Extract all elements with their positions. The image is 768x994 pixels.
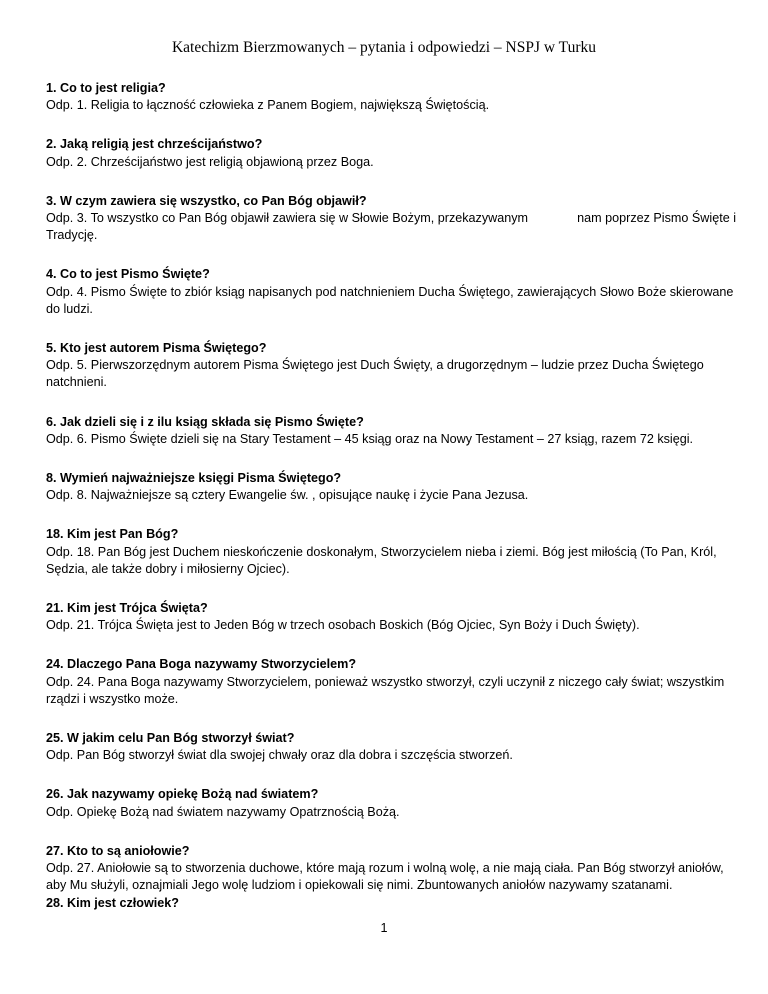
question: 26. Jak nazywamy opiekę Bożą nad światem? bbox=[46, 787, 319, 802]
question: 24. Dlaczego Pana Boga nazywamy Stworzycielem? bbox=[46, 657, 357, 672]
qa-item bbox=[46, 80, 736, 114]
answer: Odp. 1. Religia to łączność człowieka z Panem Bogiem, największą Świętością. bbox=[46, 98, 490, 113]
qa-item bbox=[46, 526, 736, 578]
question: 2. Jaką religią jest chrześcijaństwo? bbox=[46, 137, 263, 152]
question: 25. W jakim celu Pan Bóg stworzył świat? bbox=[46, 731, 295, 746]
qa-item bbox=[46, 414, 736, 448]
answer-line-left: Odp. 3. To wszystko co Pan Bóg objawił zawiera się w Słowie Bożym, przekazywanym bbox=[46, 211, 529, 226]
qa-item bbox=[46, 730, 736, 764]
question: 21. Kim jest Trójca Święta? bbox=[46, 601, 208, 616]
question: 1. Co to jest religia? bbox=[46, 81, 166, 95]
answer: Odp. 18. Pan Bóg jest Duchem nieskończenie doskonałym, Stworzycielem nieba i ziemi. Bóg jest miłością (To Pan, Król, Sędzia, ale także dobry i miłosierny Ojciec). bbox=[46, 544, 717, 576]
question: 6. Jak dzieli się i z ilu ksiąg składa się Pismo Święte? bbox=[46, 414, 364, 429]
question: 5. Kto jest autorem Pisma Świętego? bbox=[46, 341, 267, 356]
question: 27. Kto to są aniołowie? bbox=[46, 843, 190, 858]
qa-item bbox=[46, 786, 736, 820]
qa-item bbox=[46, 193, 736, 245]
qa-item bbox=[46, 340, 736, 392]
answer: Odp. 2. Chrześcijaństwo jest religią objawioną przez Boga. bbox=[46, 154, 374, 169]
answer: Odp. 8. Najważniejsze są cztery Ewangelie św. , opisujące naukę i życie Pana Jezusa. bbox=[46, 488, 529, 503]
qa-item bbox=[46, 266, 736, 318]
answer: Odp. 27. Aniołowie są to stworzenia duchowe, które mają rozum i wolną wolę, a nie mają ciała. Pan Bóg stworzył aniołów, aby Mu służyli, oznajmiali Jego wolę ludziom i opiekowali się nimi. Zbuntowanych aniołów nazywamy szatanami. bbox=[46, 861, 724, 893]
qa-item bbox=[46, 843, 736, 895]
question: 4. Co to jest Pismo Święte? bbox=[46, 267, 210, 282]
answer: Odp. Opiekę Bożą nad światem nazywamy Opatrznością Bożą. bbox=[46, 804, 400, 819]
answer: Odp. Pan Bóg stworzył świat dla swojej chwały oraz dla dobra i szczęścia stworzeń. bbox=[46, 748, 513, 763]
answer: Odp. 6. Pismo Święte dzieli się na Stary Testament – 45 ksiąg oraz na Nowy Testament – 27 ksiąg, razem 72 księgi. bbox=[46, 431, 694, 446]
answer bbox=[46, 210, 736, 227]
answer: Odp. 21. Trójca Święta jest to Jeden Bóg w trzech osobach Boskich (Bóg Ojciec, Syn Boży i Duch Święty). bbox=[46, 618, 640, 633]
qa-item bbox=[46, 600, 736, 634]
question: 8. Wymień najważniejsze księgi Pisma Świętego? bbox=[46, 471, 342, 486]
page-header: Katechizm Bierzmowanych – pytania i odpowiedzi – NSPJ w Turku bbox=[171, 39, 597, 56]
question: 3. W czym zawiera się wszystko, co Pan Bóg objawił? bbox=[46, 193, 367, 208]
qa-list bbox=[46, 80, 736, 912]
answer-continued: Tradycję. bbox=[46, 228, 98, 243]
answer: Odp. 4. Pismo Święte to zbiór ksiąg napisanych pod natchnieniem Ducha Świętego, zawierających Słowo Boże skierowane do ludzi. bbox=[46, 284, 734, 316]
answer: Odp. 5. Pierwszorzędnym autorem Pisma Świętego jest Duch Święty, a drugorzędnym – ludzie przez Ducha Świętego natchnieni. bbox=[46, 358, 704, 390]
answer: Odp. 24. Pana Boga nazywamy Stworzycielem, ponieważ wszystko stworzył, czyli uczynił z niczego cały świat; wszystkim rządzi i wszystko może. bbox=[46, 674, 725, 706]
qa-item bbox=[46, 136, 736, 170]
question: 28. Kim jest człowiek? bbox=[46, 895, 179, 910]
question: 18. Kim jest Pan Bóg? bbox=[46, 527, 179, 542]
qa-item bbox=[46, 470, 736, 504]
qa-item bbox=[46, 656, 736, 708]
page-number: 1 bbox=[380, 921, 388, 935]
answer-line-right: nam poprzez Pismo Święte i bbox=[577, 211, 736, 226]
qa-item bbox=[46, 895, 736, 912]
